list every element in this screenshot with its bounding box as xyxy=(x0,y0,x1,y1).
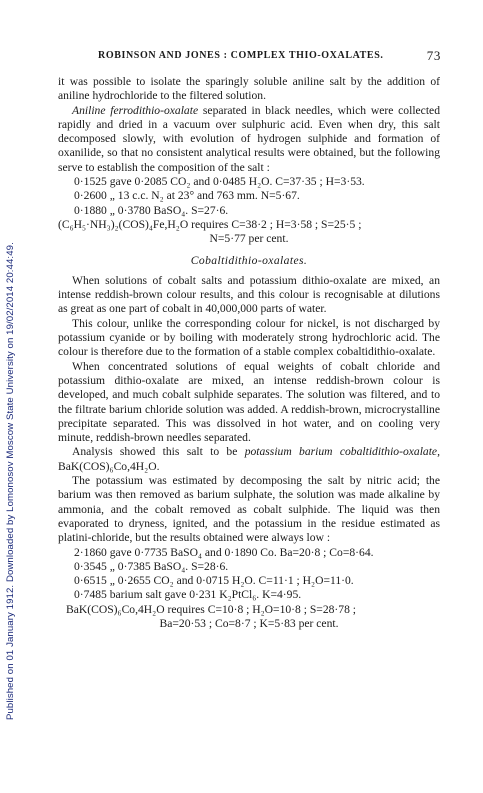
paragraph: it was possible to isolate the sparingly soluble aniline salt by the addition of aniline hydrochloride to the filtered solution. xyxy=(58,75,440,103)
article-body xyxy=(58,75,440,631)
paragraph: The potassium was estimated by decomposing the salt by nitric acid; the barium was then removed as barium sulphate, the solution was made alkaline by ammonia, and the cobalt removed as cobalt sulphide. The liquid was then evaporated to dryness, ignited, and the potassium in the residue estimated as platini-chloride, but the results obtained were always low : xyxy=(58,474,440,545)
page-number: 73 xyxy=(426,48,441,63)
formula: BaK(COS)₆Co,4H₂O. xyxy=(58,459,160,473)
publication-sidebar xyxy=(4,40,20,740)
data-line: 0·6515 „ 0·2655 CO₂ and 0·0715 H₂O. C=11·1 ; H₂O=11·0. xyxy=(74,574,354,588)
formula-line: Ba=20·53 ; Co=8·7 ; K=5·83 per cent. xyxy=(159,616,339,630)
data-line: 2·1860 gave 0·7735 BaSO₄ and 0·1890 Co. Ba=20·8 ; Co=8·64. xyxy=(74,545,374,559)
paragraph: This colour, unlike the corresponding colour for nickel, is not discharged by potassium cyanide or by boiling with moderately strong hydrochloric acid. The colour is therefore due to the formation of a stable complex cobaltidithio-oxalate. xyxy=(58,316,440,359)
data-line: 0·2600 „ 13 c.c. N₂ at 23° and 763 mm. N=5·67. xyxy=(74,189,300,203)
data-line: 0·1525 gave 0·2085 CO₂ and 0·0485 H₂O. C=37·35 ; H=3·53. xyxy=(74,175,365,189)
analysis-data xyxy=(58,546,440,603)
formula-line: (C₆H₅·NH₃)₂(COS)₄Fe,H₂O requires C=38·2 ; H=3·58 ; S=25·5 ; xyxy=(58,217,362,231)
data-line: 0·1880 „ 0·3780 BaSO₄. S=27·6. xyxy=(74,203,229,217)
compound-name: Aniline ferrodithio-oxalate xyxy=(72,103,199,117)
compound-name: potassium barium cobaltidithio-oxalate, xyxy=(244,445,440,459)
paragraph xyxy=(58,104,440,175)
paragraph-text: separated in black needles, which were collected rapidly and dried in a vacuum over sulphuric acid. Even when dry, this salt decomposed slowly, with evolution of hydrogen sulphide and formation of oxanilide, so that no consistent analytical results were obtained, but the following serve to establish the composition of the salt : xyxy=(58,103,440,174)
running-title: ROBINSON AND JONES : COMPLEX THIO-OXALATES. xyxy=(98,50,384,61)
analysis-data xyxy=(58,175,440,218)
page-header xyxy=(58,48,441,64)
formula-line: N=5·77 per cent. xyxy=(209,232,289,246)
data-line: 0·7485 barium salt gave 0·231 K₂PtCl₆. K=4·95. xyxy=(74,588,302,602)
section-heading: Cobaltidithio-oxalates. xyxy=(190,253,308,267)
data-line: 0·3545 „ 0·7385 BaSO₄. S=28·6. xyxy=(74,559,229,573)
paragraph xyxy=(58,445,440,474)
paragraph: When concentrated solutions of equal weights of cobalt chloride and potassium dithio-oxalate are mixed, an intense reddish-brown colour is developed, and much cobalt sulphide separates. The solution was filtered, and to the filtrate barium chloride solution was added. A reddish-brown, microcrystalline precipitate separated. This was dissolved in hot water, and on cooling very minute, reddish-brown needles separated. xyxy=(58,359,440,445)
publication-note: Published on 01 January 1912. Downloaded by Lomonosov Moscow State University on 19/02/2014 20:44:49. xyxy=(5,242,16,720)
formula-line: BaK(COS)₆Co,4H₂O requires C=10·8 ; H₂O=10·8 ; S=28·78 ; xyxy=(66,602,357,616)
paragraph: When solutions of cobalt salts and potassium dithio-oxalate are mixed, an intense reddish-brown colour results, and this colour is recognisable at dilutions as great as one part of cobalt in 40,000,000 parts of water. xyxy=(58,273,440,316)
paragraph-text: Analysis showed this salt to be xyxy=(72,445,238,459)
